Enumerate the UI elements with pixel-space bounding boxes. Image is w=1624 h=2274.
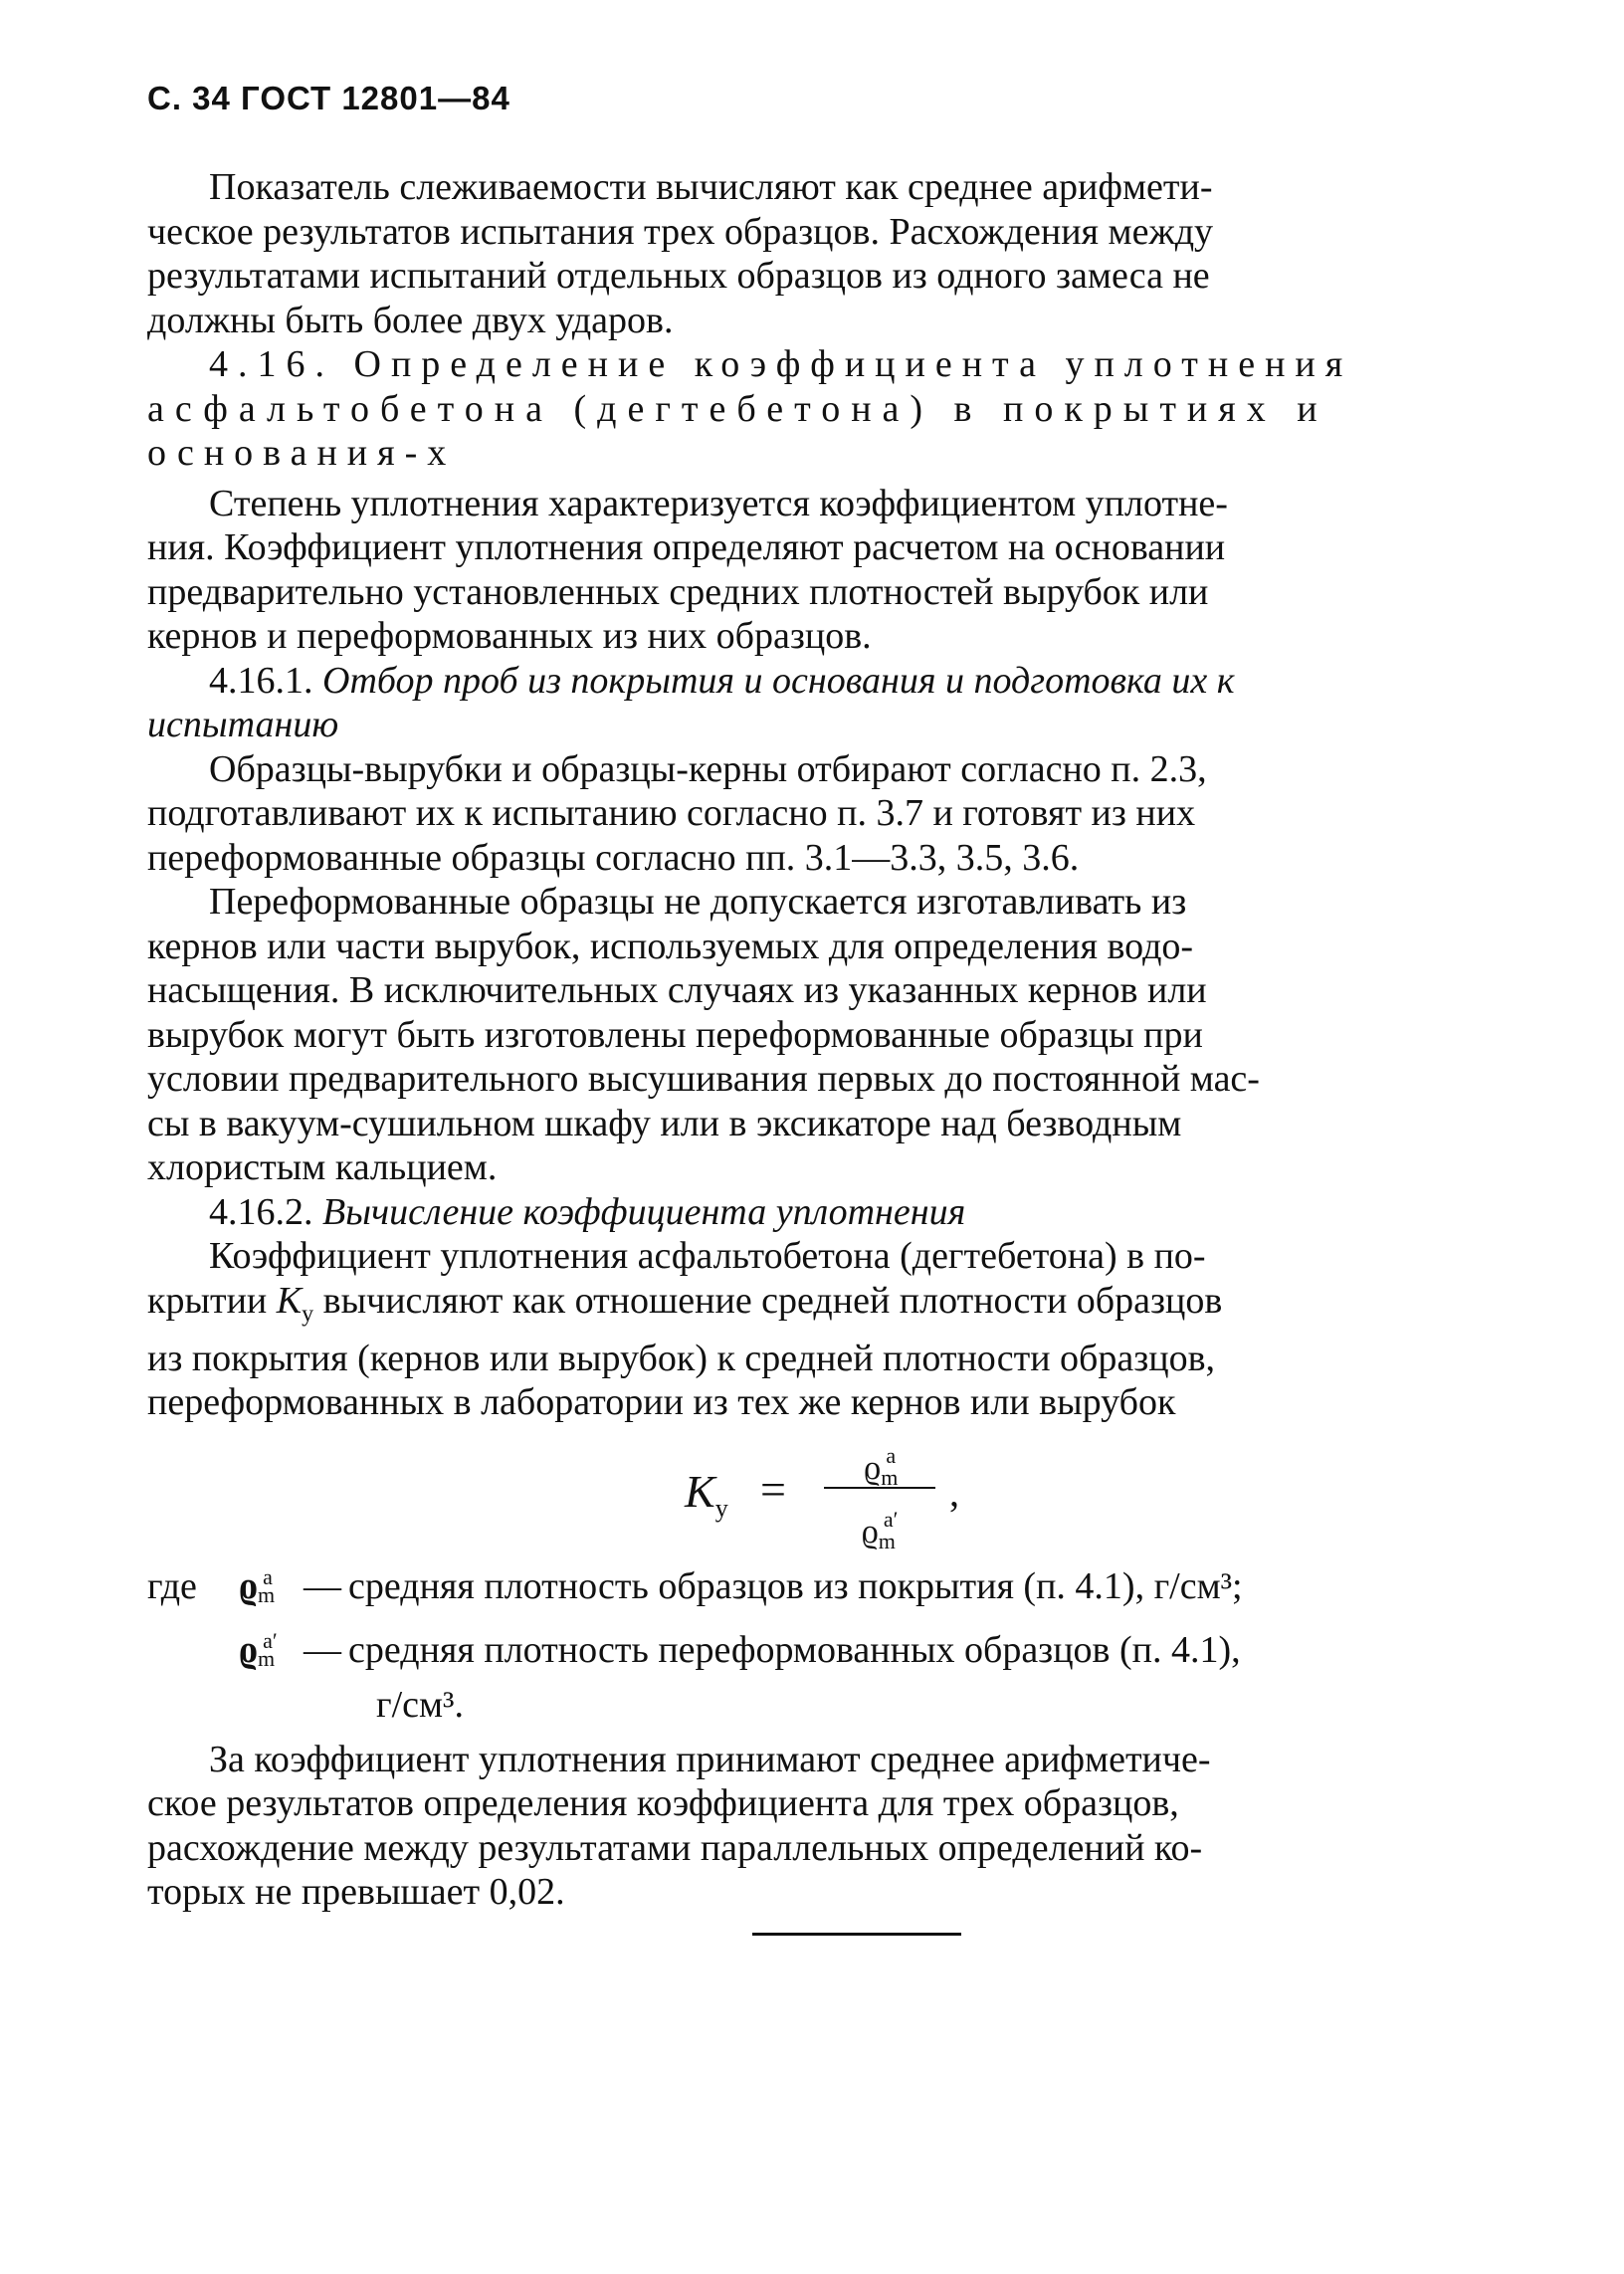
heading-line: асфальтобетона (дегтебетона) в покрытиях и — [147, 387, 1328, 430]
paragraph-caking-index — [147, 165, 1540, 342]
definition-text: средняя плотность образцов из покрытия (п. 4.1), г/см³; — [348, 1564, 1243, 1607]
heading-line: испытанию — [147, 704, 339, 745]
symbol-k: K — [276, 1279, 303, 1322]
compaction-formula — [147, 1429, 1540, 1553]
fraction-numerator — [824, 1429, 935, 1490]
text-line: ния. Коэффициент уплотнения определяют расчетом на основании — [147, 526, 1226, 568]
text-line: Переформованные образцы не допускается изготавливать из — [209, 881, 1187, 923]
page-header: С. 34 ГОСТ 12801—84 — [147, 80, 510, 116]
text-line: сы в вакуум-сушильном шкафу или в эксикаторе над безводным — [147, 1102, 1182, 1144]
symbol-ky — [276, 1279, 314, 1328]
text-line: переформованные образцы согласно пп. 3.1—3.3, 3.5, 3.6. — [147, 836, 1080, 879]
symbol-sup: a — [263, 1563, 273, 1589]
paragraph-coefficient-calc — [147, 1234, 1540, 1425]
text-line: Коэффициент уплотнения асфальтобетона (дегтебетона) в по- — [209, 1235, 1206, 1277]
fraction-denominator — [824, 1493, 935, 1553]
formula-lhs — [685, 1465, 728, 1524]
formula-comma: , — [949, 1469, 959, 1515]
rho-symbol: ϱ — [861, 1513, 879, 1550]
definition-symbol — [239, 1554, 297, 1618]
section-heading-4-16 — [147, 342, 1540, 476]
text-line: результатами испытаний отдельных образцов из одного замеса не — [147, 255, 1210, 297]
text-line: из покрытия (кернов или вырубок) к средней плотности образцов, — [147, 1337, 1216, 1379]
rho-symbol: ϱ — [239, 1628, 258, 1671]
text-line: За коэффициент уплотнения принимают среднее арифметиче- — [209, 1738, 1211, 1780]
text-line: переформованных в лаборатории из тех же кернов или вырубок — [147, 1381, 1176, 1424]
text-line: подготавливают их к испытанию согласно п. 3.7 и готовят из них — [147, 792, 1196, 834]
definition-continuation: г/см³. — [376, 1683, 464, 1726]
text-fragment: вычисляют как отношение средней плотности образцов — [322, 1279, 1223, 1322]
definition-dash: — — [304, 1564, 341, 1607]
symbol-k-sub: у — [302, 1301, 314, 1328]
text-line: насыщения. В исключительных случаях из указанных кернов или — [147, 969, 1207, 1011]
rho-symbol: ϱ — [239, 1564, 258, 1607]
numerator-sub: m — [881, 1464, 899, 1490]
text-fragment: крытии — [147, 1279, 268, 1322]
section-heading-4-16-2 — [147, 1190, 1540, 1235]
formula-fraction — [824, 1429, 935, 1553]
text-line: кернов и переформованных из них образцов. — [147, 615, 872, 657]
denominator-sub: m — [878, 1528, 896, 1553]
symbol-sup: a′ — [263, 1627, 278, 1653]
paragraph-compaction-degree — [147, 482, 1540, 659]
definition-symbol — [239, 1618, 297, 1682]
heading-line: 4.16. Определение коэффициента уплотнения — [209, 343, 1353, 385]
numerator-sup: a — [886, 1442, 897, 1468]
section-number: 4.16.1. — [209, 659, 313, 702]
rho-symbol: ϱ — [863, 1449, 882, 1487]
text-line: ческое результатов испытания трех образцов. Расхождения между — [147, 210, 1214, 253]
denominator-sup: a′ — [883, 1506, 899, 1532]
text-line: торых не превышает 0,02. — [147, 1871, 565, 1914]
definition-row — [147, 1554, 1540, 1618]
section-number: 4.16.2. — [209, 1190, 313, 1233]
document-page — [147, 80, 1540, 1915]
text-line: расхождение между результатами параллельных определений ко- — [147, 1826, 1203, 1869]
text-line: кернов или части вырубок, используемых для определения водо- — [147, 925, 1194, 967]
section-title: Отбор проб из покрытия и основания и подготовка их к — [322, 659, 1235, 702]
text-line: Показатель слеживаемости вычисляют как среднее арифмети- — [209, 166, 1213, 208]
definition-dash: — — [304, 1628, 341, 1671]
paragraph-final-result — [147, 1738, 1540, 1915]
formula-k-sub: у — [714, 1493, 728, 1523]
heading-line: основания-х — [147, 432, 457, 474]
heading-line — [147, 1190, 1540, 1235]
formula-k: K — [685, 1465, 715, 1517]
definition-row — [147, 1618, 1540, 1682]
text-line: вырубок могут быть изготовлены переформованные образцы при — [147, 1013, 1203, 1056]
text-line: должны быть более двух ударов. — [147, 299, 674, 341]
definition-text: средняя плотность переформованных образцов (п. 4.1), — [348, 1628, 1241, 1671]
formula-equals: = — [760, 1463, 786, 1515]
paragraph-sampling — [147, 747, 1540, 881]
symbol-sub: m — [258, 1581, 276, 1607]
text-line: условии предварительного высушивания первых до постоянной мас- — [147, 1058, 1260, 1100]
heading-line — [147, 659, 1540, 704]
symbol-sub: m — [258, 1645, 276, 1671]
formula-definitions — [147, 1554, 1540, 1728]
text-line: ское результатов определения коэффициента для трех образцов, — [147, 1782, 1179, 1825]
end-rule — [752, 1933, 961, 1936]
text-line: предварительно установленных средних плотностей вырубок или — [147, 570, 1209, 613]
text-line — [147, 1279, 1540, 1337]
text-line: Степень уплотнения характеризуется коэффициентом уплотне- — [209, 482, 1228, 524]
paragraph-reformed-samples — [147, 880, 1540, 1190]
section-title: Вычисление коэффициента уплотнения — [322, 1190, 966, 1233]
section-heading-4-16-1 — [147, 659, 1540, 747]
text-line: хлористым кальцием. — [147, 1146, 498, 1188]
definition-lead: где — [147, 1564, 197, 1607]
text-line: Образцы-вырубки и образцы-керны отбирают согласно п. 2.3, — [209, 747, 1207, 790]
